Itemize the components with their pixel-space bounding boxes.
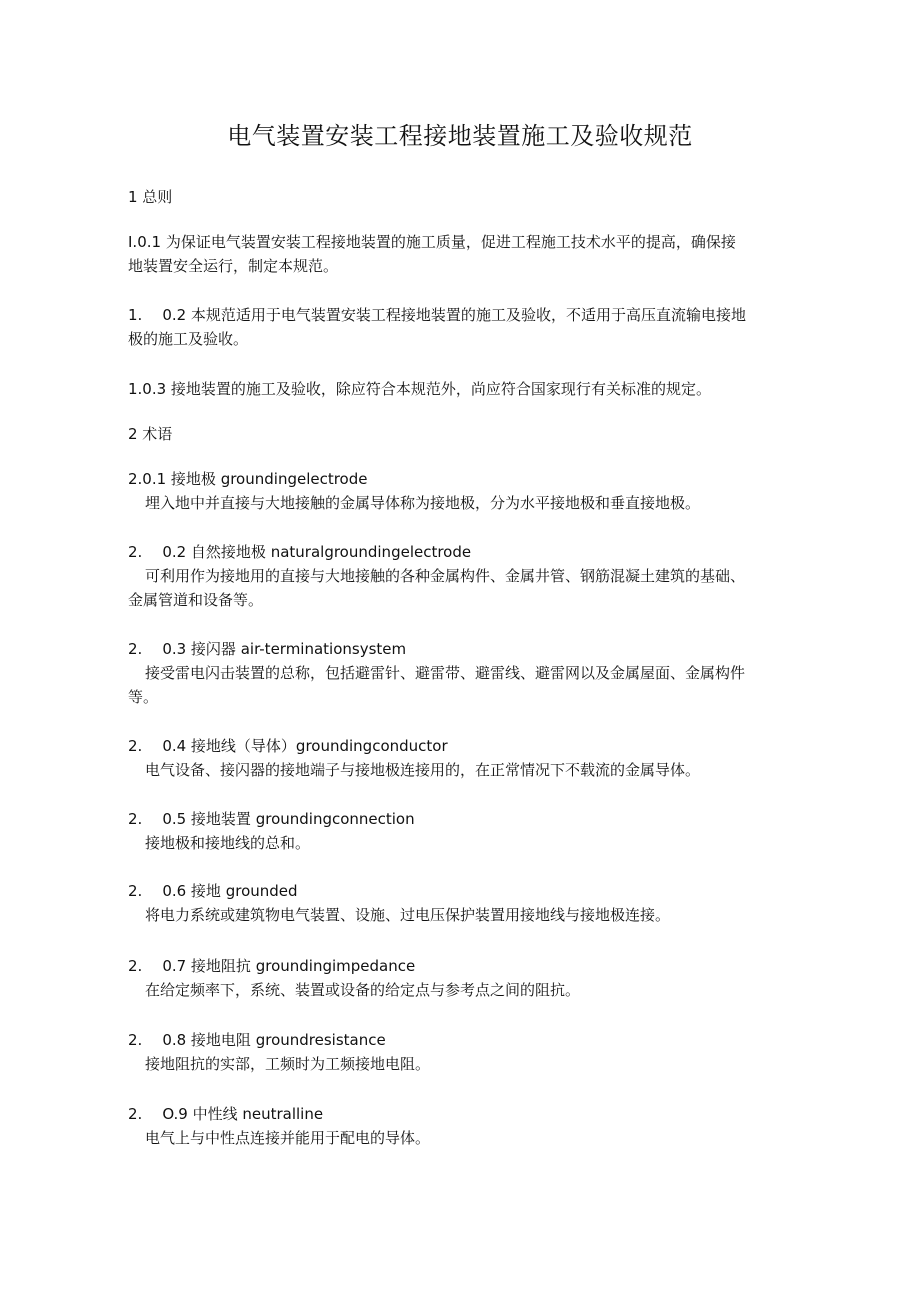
term-number: 2. <box>128 957 143 975</box>
clause-line: 0.2 本规范适用于电气装置安装工程接地装置的施工及验收，不适用于高压直流输电接地 <box>162 306 746 324</box>
term-heading: 2.0.1 接地极 groundingelectrode <box>128 470 368 488</box>
term-heading: 0.7 接地阻抗 groundingimpedance <box>162 957 416 975</box>
document-title: 电气装置安装工程接地装置施工及验收规范 <box>227 122 693 150</box>
heading-text: 1 总则 <box>128 188 173 206</box>
term-heading: 0.8 接地电阻 groundresistance <box>162 1031 386 1049</box>
term-heading: 0.4 接地线（导体）groundingconductor <box>162 737 448 755</box>
term-heading: 0.3 接闪器 air-terminationsystem <box>162 640 407 658</box>
term-number: 2. <box>128 543 143 561</box>
clause-1-0-1 <box>128 230 828 278</box>
clause-1-0-2 <box>128 303 828 351</box>
term-number: 2. <box>128 882 143 900</box>
term-2-0-8 <box>128 1028 828 1076</box>
term-2-0-9 <box>128 1102 828 1150</box>
term-2-0-5 <box>128 807 828 855</box>
term-2-0-3 <box>128 637 828 709</box>
section-1-heading <box>128 185 828 209</box>
term-definition: 接地阻抗的实部，工频时为工频接地电阻。 <box>145 1055 431 1073</box>
clause-line: I.0.1 为保证电气装置安装工程接地装置的施工质量，促进工程施工技术水平的提高，确保接 <box>128 233 736 251</box>
clause-line: 极的施工及验收。 <box>128 330 249 348</box>
term-definition-cont: 等。 <box>128 688 159 706</box>
term-definition: 埋入地中并直接与大地接触的金属导体称为接地极，分为水平接地极和垂直接地极。 <box>145 494 701 512</box>
term-number: 2. <box>128 810 143 828</box>
term-definition: 接受雷电闪击装置的总称，包括避雷针、避雷带、避雷线、避雷网以及金属屋面、金属构件 <box>145 664 746 682</box>
section-2-heading <box>128 422 828 446</box>
clause-number: 1. <box>128 306 143 324</box>
clause-line: 1.0.3 接地装置的施工及验收，除应符合本规范外，尚应符合国家现行有关标准的规定。 <box>128 380 711 398</box>
term-2-0-2 <box>128 540 828 612</box>
term-definition: 在给定频率下，系统、装置或设备的给定点与参考点之间的阻抗。 <box>145 981 581 999</box>
term-definition: 接地极和接地线的总和。 <box>145 834 311 852</box>
term-2-0-1 <box>128 467 828 515</box>
heading-text: 2 术语 <box>128 425 173 443</box>
clause-line: 地装置安全运行，制定本规范。 <box>128 257 339 275</box>
term-2-0-7 <box>128 954 828 1002</box>
term-2-0-6 <box>128 879 828 927</box>
term-definition: 电气设备、接闪器的接地端子与接地极连接用的，在正常情况下不载流的金属导体。 <box>145 761 701 779</box>
term-heading: O.9 中性线 neutralline <box>162 1105 324 1123</box>
term-heading: 0.2 自然接地极 naturalgroundingelectrode <box>162 543 472 561</box>
term-number: 2. <box>128 737 143 755</box>
term-number: 2. <box>128 640 143 658</box>
term-heading: 0.6 接地 grounded <box>162 882 298 900</box>
term-heading: 0.5 接地装置 groundingconnection <box>162 810 415 828</box>
term-definition: 可利用作为接地用的直接与大地接触的各种金属构件、金属井管、钢筋混凝土建筑的基础、 <box>145 567 746 585</box>
term-number: 2. <box>128 1105 143 1123</box>
term-definition-cont: 金属管道和设备等。 <box>128 591 264 609</box>
clause-1-0-3 <box>128 377 828 401</box>
term-number: 2. <box>128 1031 143 1049</box>
term-definition: 电气上与中性点连接并能用于配电的导体。 <box>145 1129 431 1147</box>
term-definition: 将电力系统或建筑物电气装置、设施、过电压保护装置用接地线与接地极连接。 <box>145 906 671 924</box>
term-2-0-4 <box>128 734 828 782</box>
